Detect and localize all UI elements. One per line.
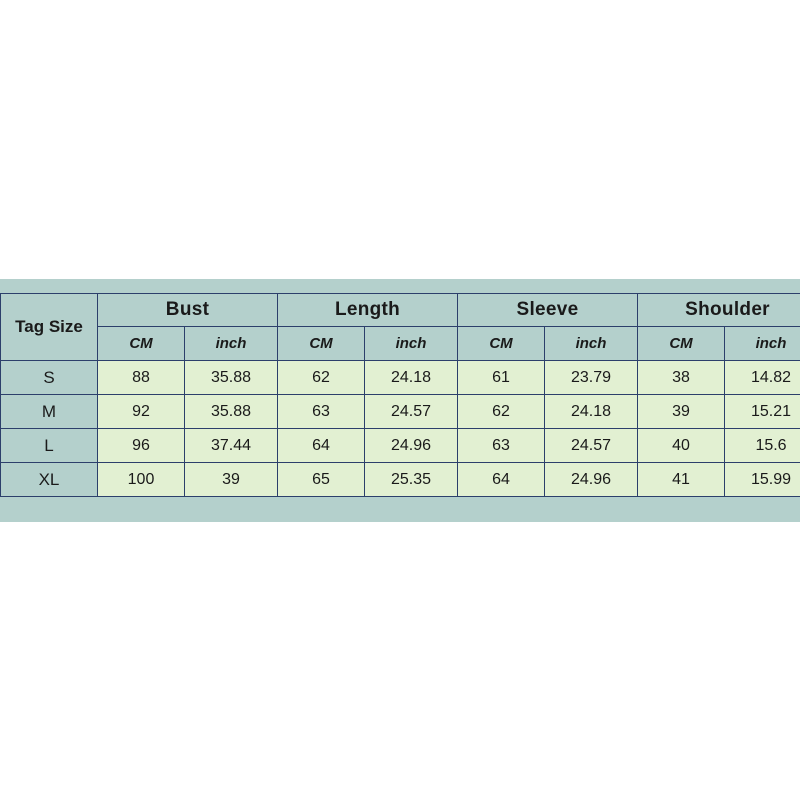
cell-bust-cm: 88: [98, 361, 185, 395]
cell-length-cm: 65: [278, 463, 365, 497]
group-header-length: Length: [278, 294, 458, 327]
table-header: [1, 294, 800, 361]
row-size-label: L: [1, 429, 98, 463]
cell-bust-cm: 96: [98, 429, 185, 463]
cell-shoulder-cm: 39: [638, 395, 725, 429]
cell-bust-inch: 37.44: [185, 429, 278, 463]
cell-length-inch: 25.35: [365, 463, 458, 497]
cell-shoulder-inch: 15.6: [725, 429, 800, 463]
table-row: [1, 395, 800, 429]
cell-sleeve-inch: 24.18: [545, 395, 638, 429]
header-row-groups: [1, 294, 800, 327]
cell-bust-cm: 92: [98, 395, 185, 429]
cell-shoulder-cm: 41: [638, 463, 725, 497]
cell-shoulder-cm: 40: [638, 429, 725, 463]
size-chart-table-container: [0, 293, 800, 497]
table-row: [1, 463, 800, 497]
cell-bust-inch: 35.88: [185, 395, 278, 429]
table-row: [1, 429, 800, 463]
unit-header-bust-cm: CM: [98, 327, 185, 361]
cell-shoulder-inch: 15.21: [725, 395, 800, 429]
cell-length-cm: 62: [278, 361, 365, 395]
unit-header-shoulder-cm: CM: [638, 327, 725, 361]
cell-shoulder-inch: 14.82: [725, 361, 800, 395]
cell-length-inch: 24.96: [365, 429, 458, 463]
cell-bust-inch: 35.88: [185, 361, 278, 395]
cell-sleeve-inch: 24.57: [545, 429, 638, 463]
unit-header-sleeve-cm: CM: [458, 327, 545, 361]
cell-shoulder-cm: 38: [638, 361, 725, 395]
cell-sleeve-inch: 24.96: [545, 463, 638, 497]
cell-bust-cm: 100: [98, 463, 185, 497]
table-row: [1, 361, 800, 395]
cell-sleeve-cm: 63: [458, 429, 545, 463]
cell-sleeve-cm: 64: [458, 463, 545, 497]
cell-sleeve-cm: 62: [458, 395, 545, 429]
group-header-sleeve: Sleeve: [458, 294, 638, 327]
unit-header-sleeve-inch: inch: [545, 327, 638, 361]
row-size-label: S: [1, 361, 98, 395]
cell-bust-inch: 39: [185, 463, 278, 497]
header-row-units: [1, 327, 800, 361]
unit-header-shoulder-inch: inch: [725, 327, 800, 361]
row-size-label: XL: [1, 463, 98, 497]
cell-sleeve-cm: 61: [458, 361, 545, 395]
unit-header-length-inch: inch: [365, 327, 458, 361]
unit-header-bust-inch: inch: [185, 327, 278, 361]
tag-size-header: Tag Size: [1, 294, 98, 361]
cell-length-inch: 24.57: [365, 395, 458, 429]
table-body: [1, 361, 800, 497]
cell-length-cm: 63: [278, 395, 365, 429]
size-chart-table: [0, 293, 800, 497]
cell-length-cm: 64: [278, 429, 365, 463]
group-header-shoulder: Shoulder: [638, 294, 800, 327]
row-size-label: M: [1, 395, 98, 429]
cell-length-inch: 24.18: [365, 361, 458, 395]
group-header-bust: Bust: [98, 294, 278, 327]
cell-sleeve-inch: 23.79: [545, 361, 638, 395]
unit-header-length-cm: CM: [278, 327, 365, 361]
cell-shoulder-inch: 15.99: [725, 463, 800, 497]
